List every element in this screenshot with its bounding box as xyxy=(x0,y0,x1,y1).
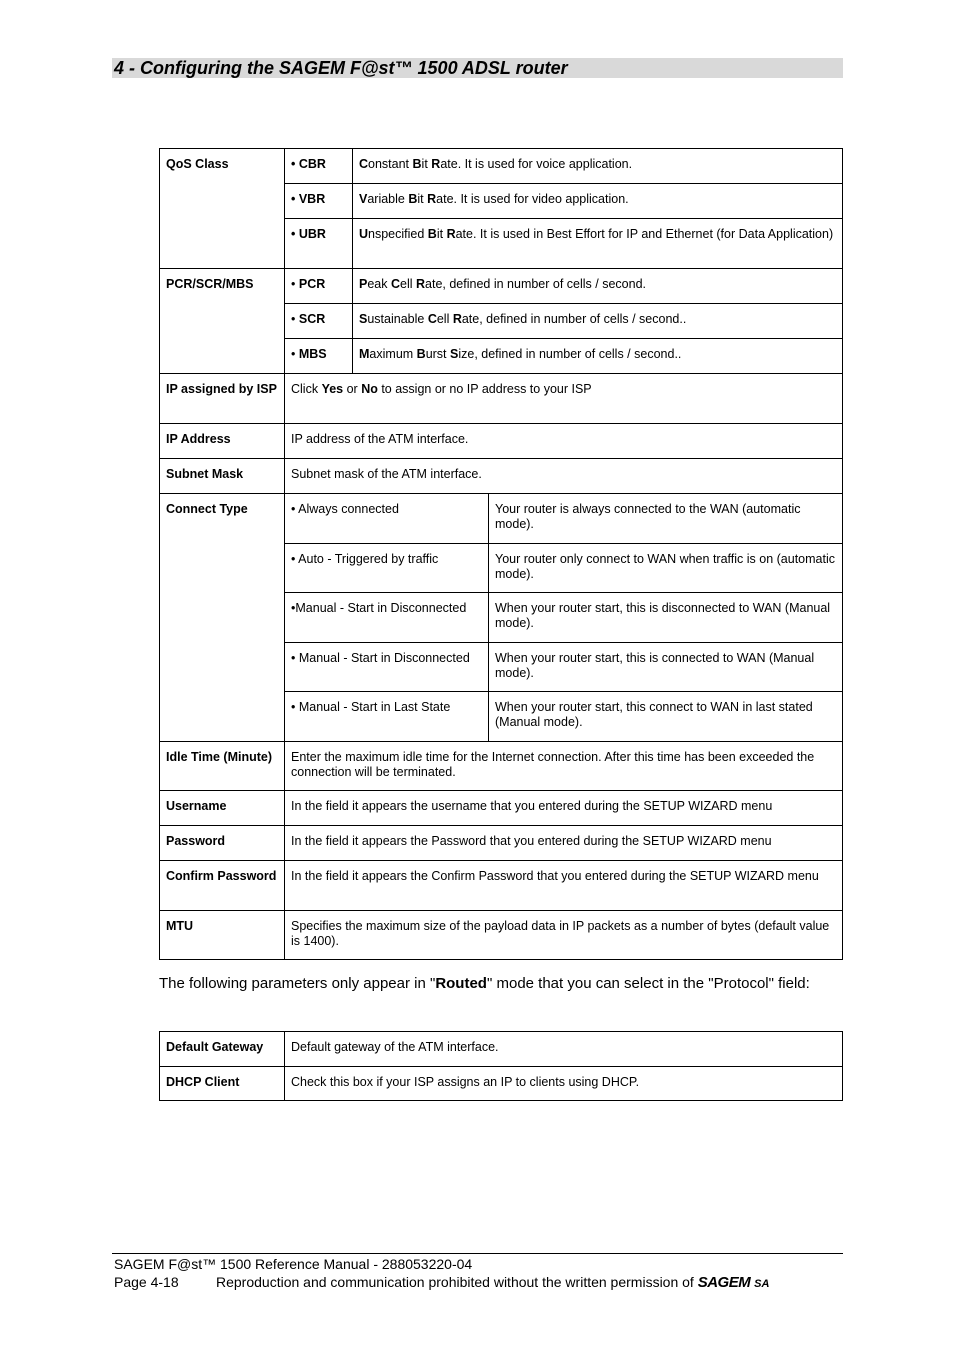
connect-option-desc: Your router only connect to WAN when traffic is on (automatic mode). xyxy=(489,544,843,593)
routed-mode-intro: The following parameters only appear in "Routed" mode that you can select in the "Protocol" field: xyxy=(159,975,810,992)
pcr-tag: • PCR xyxy=(285,269,353,304)
connect-option: • Always connected xyxy=(285,494,489,544)
table-row xyxy=(160,149,843,184)
table-row xyxy=(160,742,843,791)
table-row xyxy=(160,269,843,304)
table-row xyxy=(160,459,843,494)
row-label-username: Username xyxy=(160,791,285,826)
qos-ubr-desc: Unspecified Bit Rate. It is used in Best Effort for IP and Ethernet (for Data Application) xyxy=(353,219,843,269)
row-label-mtu: MTU xyxy=(160,911,285,960)
footer-manual-title: SAGEM F@st™ 1500 Reference Manual - 288053220-04 xyxy=(114,1256,473,1272)
subnet-desc: Subnet mask of the ATM interface. xyxy=(285,459,843,494)
mtu-desc: Specifies the maximum size of the payload data in IP packets as a number of bytes (default value is 1400). xyxy=(285,911,843,960)
connect-option: • Manual - Start in Last State xyxy=(285,692,489,742)
table-row xyxy=(160,424,843,459)
row-label-connect-type: Connect Type xyxy=(160,494,285,742)
routed-parameter-table xyxy=(159,1031,843,1101)
mbs-tag: • MBS xyxy=(285,339,353,374)
row-label-ip-assigned: IP assigned by ISP xyxy=(160,374,285,424)
chapter-header xyxy=(112,58,843,78)
pcr-desc: Peak Cell Rate, defined in number of cells / second. xyxy=(353,269,843,304)
row-label-confirm-password: Confirm Password xyxy=(160,861,285,911)
ip-assigned-desc: Click Yes or No to assign or no IP address to your ISP xyxy=(285,374,843,424)
page-number: Page 4-18 xyxy=(114,1274,179,1290)
default-gateway-desc: Default gateway of the ATM interface. xyxy=(285,1032,843,1067)
parameter-table xyxy=(159,148,843,960)
row-label-idle: Idle Time (Minute) xyxy=(160,742,285,791)
qos-cbr-desc: Constant Bit Rate. It is used for voice application. xyxy=(353,149,843,184)
connect-option-desc: Your router is always connected to the WAN (automatic mode). xyxy=(489,494,843,544)
copyright-notice: Reproduction and communication prohibited without the written permission of xyxy=(216,1274,698,1290)
connect-option: • Auto - Triggered by traffic xyxy=(285,544,489,593)
footer-divider xyxy=(112,1253,843,1254)
confirm-password-desc: In the field it appears the Confirm Password that you entered during the SETUP WIZARD menu xyxy=(285,861,843,911)
row-label-pcr: PCR/SCR/MBS xyxy=(160,269,285,374)
row-label-password: Password xyxy=(160,826,285,861)
row-label-qos: QoS Class xyxy=(160,149,285,269)
table-row xyxy=(160,1067,843,1101)
row-label-subnet: Subnet Mask xyxy=(160,459,285,494)
connect-option-desc: When your router start, this is disconnected to WAN (Manual mode). xyxy=(489,593,843,643)
dhcp-client-desc: Check this box if your ISP assigns an IP to clients using DHCP. xyxy=(285,1067,843,1101)
sagem-logo-sa: SA xyxy=(754,1278,770,1290)
idle-desc: Enter the maximum idle time for the Internet connection. After this time has been exceeded the connection will be terminated. xyxy=(285,742,843,791)
connect-option-desc: When your router start, this connect to WAN in last stated (Manual mode). xyxy=(489,692,843,742)
row-label-ip-address: IP Address xyxy=(160,424,285,459)
qos-ubr-tag: • UBR xyxy=(285,219,353,269)
sagem-logo: SAGEM xyxy=(697,1274,751,1291)
chapter-title: 4 - Configuring the SAGEM F@st™ 1500 ADSL router xyxy=(114,58,568,78)
table-row xyxy=(160,374,843,424)
table-row xyxy=(160,826,843,861)
table-row xyxy=(160,1032,843,1067)
scr-desc: Sustainable Cell Rate, defined in number of cells / second.. xyxy=(353,304,843,339)
table-row xyxy=(160,911,843,960)
scr-tag: • SCR xyxy=(285,304,353,339)
row-label-default-gateway: Default Gateway xyxy=(160,1032,285,1067)
password-desc: In the field it appears the Password that you entered during the SETUP WIZARD menu xyxy=(285,826,843,861)
table-row xyxy=(160,494,843,544)
row-label-dhcp-client: DHCP Client xyxy=(160,1067,285,1101)
table-row xyxy=(160,861,843,911)
ip-address-desc: IP address of the ATM interface. xyxy=(285,424,843,459)
username-desc: In the field it appears the username that you entered during the SETUP WIZARD menu xyxy=(285,791,843,826)
table-row xyxy=(160,791,843,826)
qos-vbr-tag: • VBR xyxy=(285,184,353,219)
footer-notice xyxy=(114,1274,843,1291)
connect-option: •Manual - Start in Disconnected xyxy=(285,593,489,643)
qos-cbr-tag: • CBR xyxy=(285,149,353,184)
connect-option-desc: When your router start, this is connected to WAN (Manual mode). xyxy=(489,643,843,692)
qos-vbr-desc: Variable Bit Rate. It is used for video application. xyxy=(353,184,843,219)
connect-option: • Manual - Start in Disconnected xyxy=(285,643,489,692)
mbs-desc: Maximum Burst Size, defined in number of cells / second.. xyxy=(353,339,843,374)
